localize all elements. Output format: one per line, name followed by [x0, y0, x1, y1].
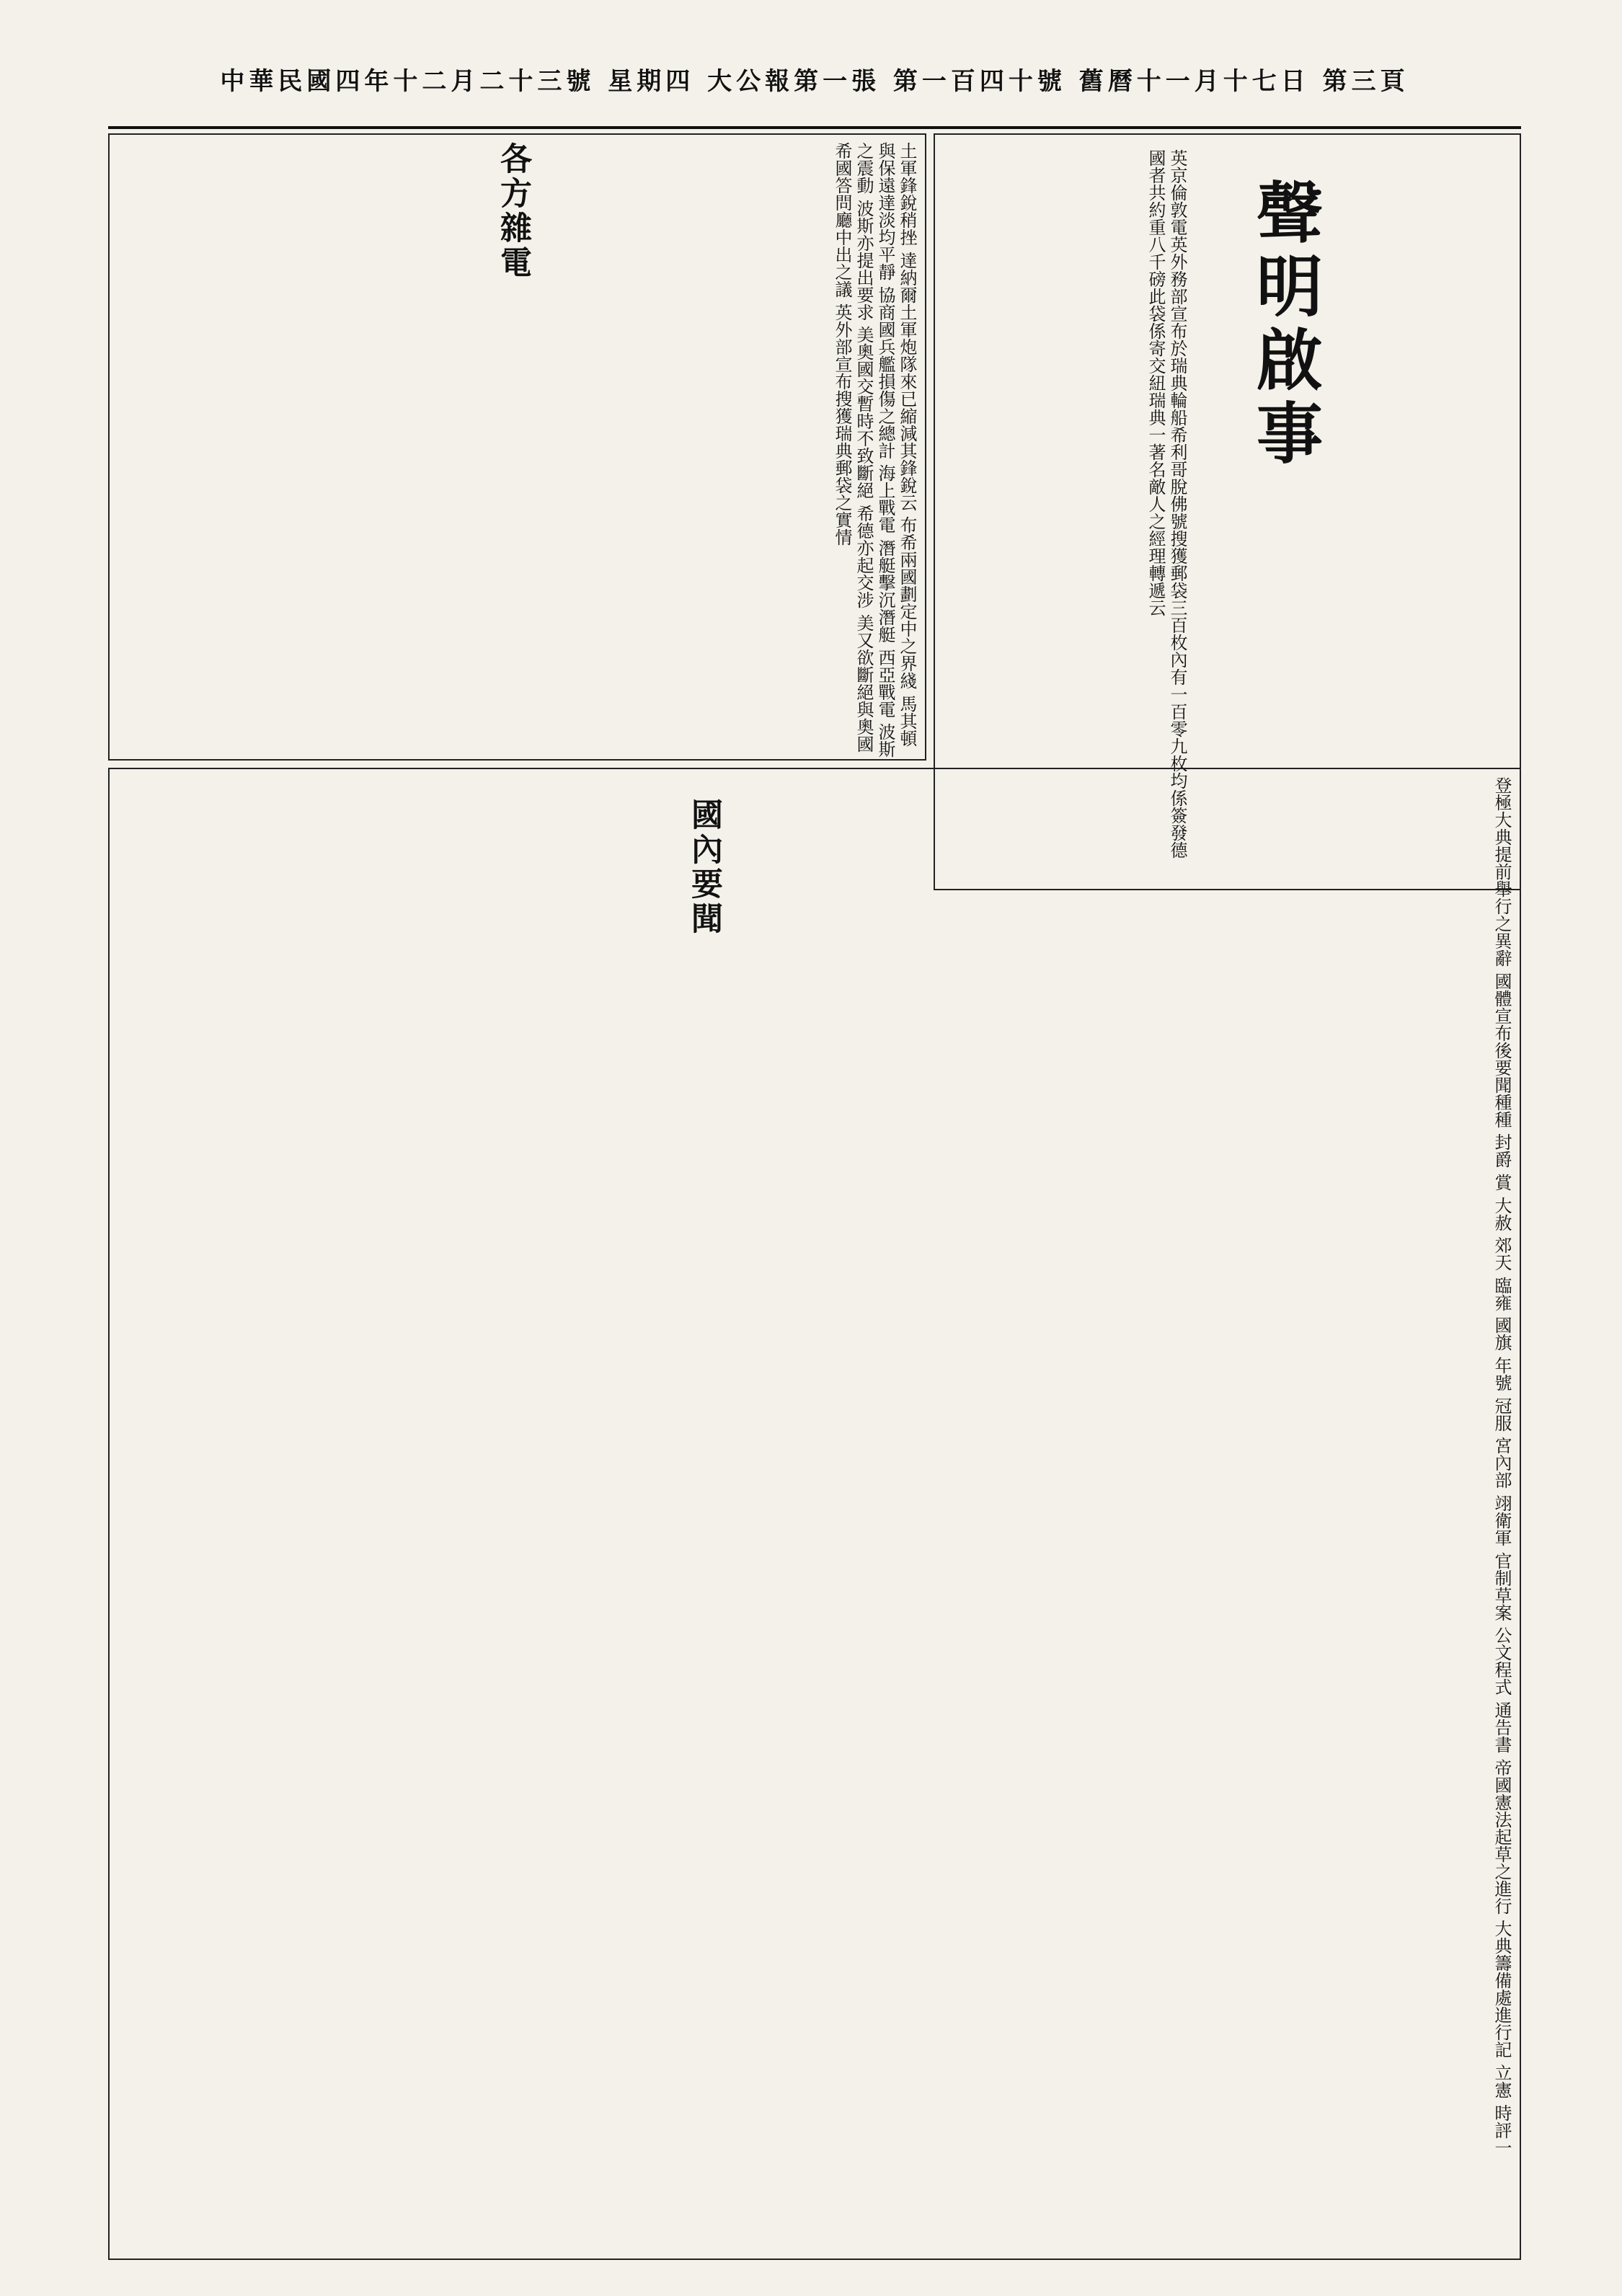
news-item: 美奧國交暫時不致斷絕: [854, 326, 874, 500]
domestic-item: 立憲: [1492, 2063, 1512, 2098]
newspaper-page: [108, 54, 1521, 2260]
domestic-item: 官制草案: [1492, 1551, 1512, 1621]
news-item: 希德亦起交涉: [854, 504, 874, 608]
news-item: 馬其頓與保遠達淡均平靜: [875, 142, 917, 747]
domestic-item: 大赦: [1492, 1196, 1512, 1231]
domestic-item: 公文程式: [1492, 1626, 1512, 1696]
domestic-item: 翊衛軍: [1492, 1494, 1512, 1547]
news-item: 希國答問廳中出之議: [832, 142, 852, 298]
domestic-title: 國內要聞: [686, 798, 722, 936]
domestic-item: 臨雍: [1492, 1276, 1512, 1311]
domestic-item: 時評一: [1492, 2104, 1512, 2156]
ad-title: 聲明啟事: [1246, 178, 1324, 472]
domestic-item: 冠服: [1492, 1396, 1512, 1432]
masthead: [108, 54, 1521, 129]
domestic-item: 國體宣布後要聞種種: [1492, 972, 1512, 1128]
domestic-item: 年號: [1492, 1357, 1512, 1392]
domestic-item: 封爵: [1492, 1133, 1512, 1169]
domestic-item: 大典籌備處進行記: [1492, 1920, 1512, 2059]
domestic-item: 登極大典提前舉行之異辭: [1492, 776, 1512, 967]
domestic-section: [108, 768, 1521, 2260]
masthead-text: 中華民國四年十二月二十三號 星期四 大公報第一張 第一百四十號 舊曆十一月十七日 第三頁: [220, 67, 1409, 96]
ad-text: 英京倫敦電英外務部宣布於瑞典輪船希利哥脫佛號搜獲郵袋三百枚內有一百零九枚均係簽發德國者共約重八千磅此袋係寄交紐瑞典一著名敵人之經理轉遞云: [1145, 149, 1187, 859]
domestic-body: [114, 769, 1512, 2259]
news-item: 海上戰電: [875, 464, 895, 534]
news-section: [108, 133, 926, 761]
domestic-item: 帝國憲法起草之進行: [1492, 1758, 1512, 1915]
news-item: 布希兩國劃定中之界綫: [897, 516, 917, 690]
news-item: 英外部宣布搜獲瑞典郵袋之實情: [832, 303, 852, 546]
news-body: [154, 135, 918, 759]
news-item: 達納爾土軍炮隊來已縮減其鋒銳云: [897, 251, 917, 511]
news-title: 各方雜電: [495, 142, 531, 280]
domestic-item: 郊天: [1492, 1236, 1512, 1272]
news-item: 美又欲斷絕與奧國: [854, 613, 874, 753]
domestic-item: 國旗: [1492, 1316, 1512, 1352]
news-item: 波斯亦提出要求: [854, 199, 874, 321]
domestic-item: 宮內部: [1492, 1437, 1512, 1489]
news-item: 潛艇擊沉潛艇: [875, 538, 895, 643]
news-item: 協商國兵艦損傷之總計: [875, 285, 895, 459]
news-item: 土軍鋒銳稍挫: [897, 142, 917, 246]
news-item: 西亞戰電: [875, 648, 895, 718]
domestic-item: 賞: [1492, 1173, 1512, 1191]
news-item: 波斯之震動: [854, 142, 895, 758]
domestic-item: 通告書: [1492, 1701, 1512, 1753]
